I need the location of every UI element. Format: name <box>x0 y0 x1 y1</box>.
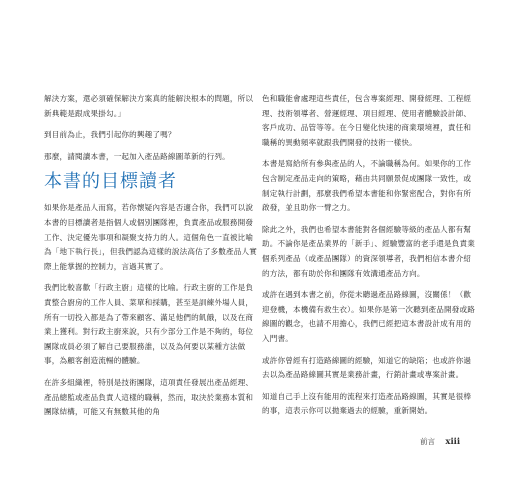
page-footer <box>420 436 460 447</box>
paragraph: 如果你是產品人而寫，若你懷疑內容是否適合你，我們可以說本書的目標讀者是指個人或個別團隊裡，負責產品或服務開發工作、決定優先事項和凝聚支持力的人。這個角色一直被比喻為「地下執行長」，但我們認為這樣的說法高估了多數產品人實際上能掌握的控制力，言過其實了。 <box>44 203 258 271</box>
paragraph: 在許多組織裡，特別是技術團隊，這項責任發展出產品經理、產品總監或產品負責人這樣的職稱，然而，取決於業務本質和團隊結構，可能又有無數其他的角 <box>44 377 254 417</box>
paragraph: 本書是寫給所有參與產品的人，不論職稱為何。如果你的工作包含制定產品走向的策略，藉由共同願景促成團隊一致性，或制定執行計劃，那麼我們希望本書能和你緊密配合，對你有所啟發，並且助你一臂之力。 <box>262 159 472 213</box>
paragraph: 我們比較喜歡「行政主廚」這樣的比喻。行政主廚的工作是負責整合廚房的工作人員、菜單和採購，甚至是訓練外場人員，所有一切投入都是為了帶來顧客、滿足他們的飢餓，以及在商業上獲利。對行政主廚來說，只有少部分工作是不夠的，每位團隊成員必須了解自己要服務誰，以及為何要以某種方法做事，為顧客創造流暢的體驗。 <box>44 283 254 366</box>
section-heading: 本書的目標讀者 <box>44 171 177 193</box>
right-column <box>262 92 476 426</box>
paragraph: 知道自己手上沒有能用的流程來打造產品路線圖，其實是很棒的事，這表示你可以拋棄過去的經驗，重新開始。 <box>262 391 472 416</box>
page-number: xiii <box>445 437 461 447</box>
paragraph: 或許你曾經有打造路線圖的經驗，知道它的缺陷；也或許你過去以為產品路線圖其實是業務計畫，行銷計畫或專案計畫。 <box>262 355 472 380</box>
left-column <box>44 92 258 427</box>
paragraph: 到目前為止，我們引起你的興趣了嗎？ <box>44 130 176 140</box>
paragraph: 解決方案，還必須確保解決方案真的能解決根本的問題，所以新典範是跟成果掛勾。」 <box>44 94 254 118</box>
paragraph: 那麼，請閱讀本書，一起加入產品路線圖革新的行列。 <box>44 151 230 161</box>
footer-section-label: 前言 <box>420 437 435 446</box>
paragraph: 或許在遇到本書之前，你從未聽過產品路線圖，沒關係！（歡迎登機，本機備有救生衣）。如果你是第一次聽到產品開發或路線圖的觀念，也請不用擔心，我們已經把這本書設計成有用的入門書。 <box>262 290 476 343</box>
paragraph: 色和職能會處理這些責任，包含專案經理、開發經理、工程經理、技術領導者、營運經理、項目經理、使用者體驗設計師、客戶成功、品管等等。在今日變化快速的商業環境裡，責任和職稱的異動頻率就跟我們開發的技術一樣快。 <box>262 94 472 147</box>
paragraph: 除此之外，我們也希望本書能對各個經驗等級的產品人都有幫助。不論你是產品業界的「新手」、經驗豐富的老手還是負責業個系列產品（或產品團隊）的資深領導者，我們相信本書介紹的方法，都有助於你和團隊有效溝通產品方向。 <box>262 224 476 278</box>
